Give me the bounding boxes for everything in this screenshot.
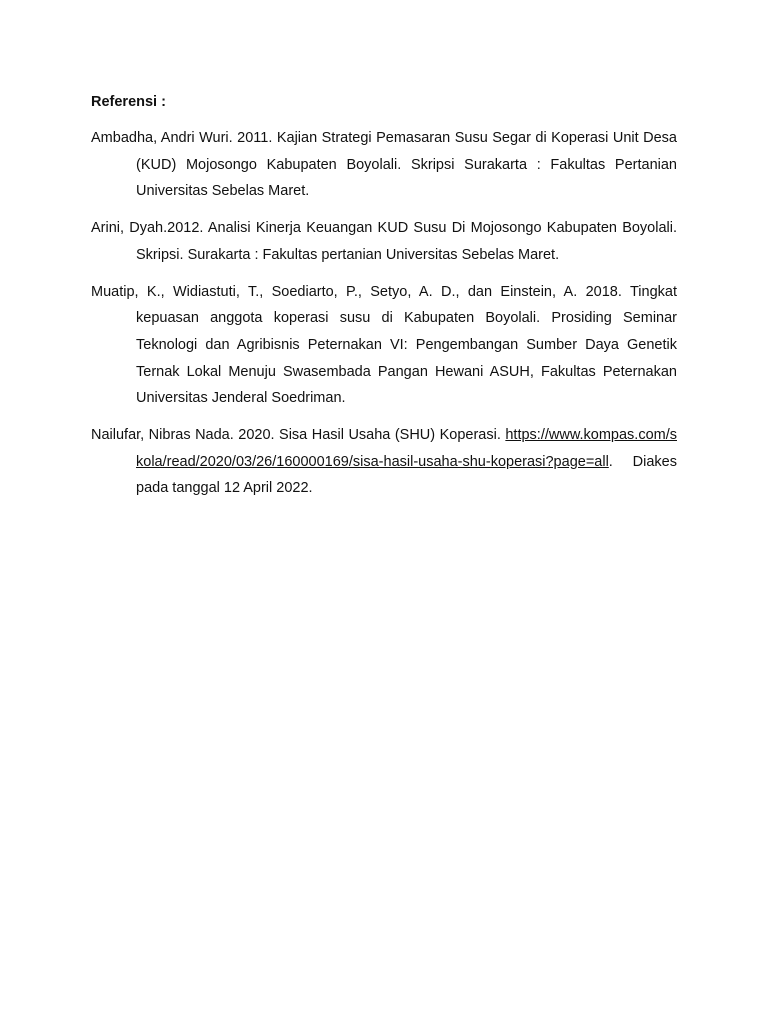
document-page bbox=[91, 92, 677, 512]
reference-text: Nailufar, Nibras Nada. 2020. Sisa Hasil Usaha (SHU) Koperasi. bbox=[91, 427, 501, 444]
reference-link[interactable]: https://www.kompas.com/skola/read/2020/03/26/160000169/sisa-hasil-usaha-shu-koperasi?page=all bbox=[136, 427, 677, 470]
reference-item bbox=[91, 215, 677, 268]
reference-text: Ambadha, Andri Wuri. 2011. Kajian Strategi Pemasaran Susu Segar di Koperasi Unit Desa (KUD) Mojosongo Kabupaten Boyolali. Skripsi Surakarta : Fakultas Pertanian Universitas Sebelas Maret. bbox=[91, 130, 677, 200]
reference-text: Muatip, K., Widiastuti, T., Soediarto, P., Setyo, A. D., dan Einstein, A. 2018. Tingkat kepuasan anggota koperasi susu di Kabupaten Boyolali. Prosiding Seminar Teknologi dan Agribisnis Peternakan VI: Pengembangan Sumber Daya Genetik Ternak Lokal Menuju Swasembada Pangan Hewani ASUH, Fakultas Peternakan Universitas Jenderal Soedriman. bbox=[91, 283, 677, 407]
references-heading: Referensi : bbox=[91, 94, 166, 110]
reference-access-note: . Diakes pada tanggal 12 April 2022. bbox=[136, 453, 677, 497]
reference-item bbox=[91, 279, 677, 413]
reference-item bbox=[91, 125, 677, 205]
reference-item bbox=[91, 422, 677, 502]
reference-text: Arini, Dyah.2012. Analisi Kinerja Keuangan KUD Susu Di Mojosongo Kabupaten Boyolali. Skripsi. Surakarta : Fakultas pertanian Universitas Sebelas Maret. bbox=[91, 220, 677, 263]
